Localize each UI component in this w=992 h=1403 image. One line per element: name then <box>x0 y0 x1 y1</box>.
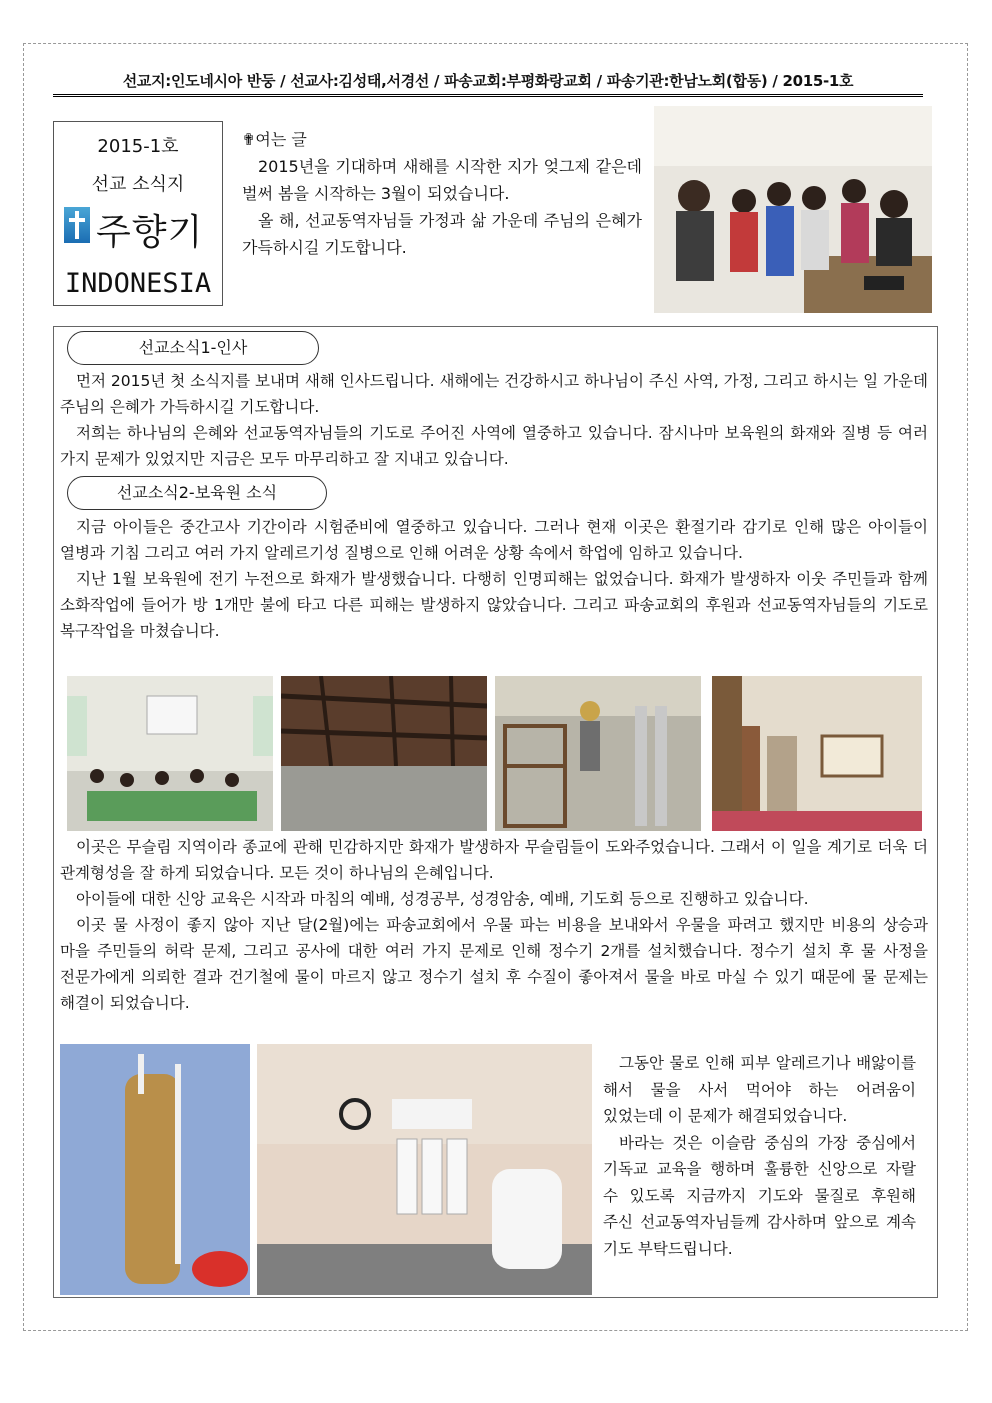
header-divider <box>53 94 923 97</box>
cross-logo-icon <box>64 207 90 243</box>
title-box <box>53 121 223 306</box>
intro-paragraph: 올 해, 선교동역자님들 가정과 삶 가운데 주님의 은혜가 가득하시길 기도합니다. <box>242 211 642 257</box>
intro-heading: ✟여는 글 <box>242 130 307 149</box>
section2-side-text <box>603 1050 916 1262</box>
section2-body-b <box>60 834 928 1016</box>
logo-text: 주향기 <box>96 212 204 253</box>
paragraph: 바라는 것은 이슬람 중심의 가장 중심에서 기독교 교육을 행하며 훌륭한 신앙으로 자랄 수 있도록 지금까지 기도와 물질로 후원해 주신 선교동역자님들께 감사하며 앞으로 계속 기도 부탁드립니다. <box>603 1133 916 1258</box>
paragraph: 지난 1월 보육원에 전기 누전으로 화재가 발생했습니다. 다행히 인명피해는 없었습니다. 화재가 발생하자 이웃 주민들과 함께 소화작업에 들어가 방 1개만 불에 타고 다른 피해는 발생하지 않았습니다. 그리고 파송교회의 후원과 선교동역자님들의 기도로 복구작업을 마쳤습니다. <box>60 570 928 640</box>
paragraph: 이곳은 무슬림 지역이라 종교에 관해 민감하지만 화재가 발생하자 무슬림들이 도와주었습니다. 그래서 이 일을 계기로 더욱 더 관계형성을 잘 하게 되었습니다. 모든 것이 하나님의 은혜입니다. <box>60 838 928 882</box>
section-title-greeting: 선교소식1-인사 <box>67 331 319 365</box>
intro-section <box>242 126 642 261</box>
paragraph: 먼저 2015년 첫 소식지를 보내며 새해 인사드립니다. 새해에는 건강하시고 하나님이 주신 사역, 가정, 그리고 하시는 일 가운데 주님의 은혜가 가득하시길 기도합니다. <box>60 372 928 416</box>
paragraph: 그동안 물로 인해 피부 알레르기나 배앓이를 해서 물을 사서 먹어야 하는 어려움이 있었는데 이 문제가 해결되었습니다. <box>603 1054 916 1125</box>
paragraph: 지금 아이들은 중간고사 기간이라 시험준비에 열중하고 있습니다. 그러나 현재 이곳은 환절기라 감기로 인해 많은 아이들이 열병과 기침 그리고 여러 가지 알레르기성 질병으로 인해 어려운 상황 속에서 학업에 임하고 있습니다. <box>60 518 928 562</box>
country-name: INDONESIA <box>64 268 212 299</box>
photo-water-filter-tank <box>60 1044 250 1295</box>
intro-paragraph: 2015년을 기대하며 새해를 시작한 지가 엊그제 같은데 벌써 봄을 시작하는 3월이 되었습니다. <box>242 157 642 203</box>
paragraph: 저희는 하나님의 은혜와 선교동역자님들의 기도로 주어진 사역에 열중하고 있습니다. 잠시나마 보육원의 화재와 질병 등 여러 가지 문제가 있었지만 지금은 모두 마무리하고 잘 지내고 있습니다. <box>60 424 928 468</box>
photo-water-purifier <box>257 1044 592 1295</box>
newsletter-logo <box>54 202 222 252</box>
section2-body-a <box>60 514 928 644</box>
newsletter-subtitle: 선교 소식지 <box>91 174 185 195</box>
newsletter-header: 선교지:인도네시아 반둥 / 선교사:김성태,서경선 / 파송교회:부평화랑교회 / 파송기관:한남노회(합동) / 2015-1호 <box>122 72 854 90</box>
paragraph: 아이들에 대한 신앙 교육은 시작과 마침의 예배, 성경공부, 성경암송, 예배, 기도회 등으로 진행하고 있습니다. <box>76 890 809 908</box>
group-photo-children <box>654 106 932 313</box>
section1-body <box>60 368 928 472</box>
issue-number: 2015-1호 <box>97 136 179 157</box>
section-title-orphanage: 선교소식2-보육원 소식 <box>67 476 327 510</box>
paragraph: 이곳 물 사정이 좋지 않아 지난 달(2월)에는 파송교회에서 우물 파는 비용을 보내와서 우물을 파려고 했지만 비용의 상승과 마을 주민들의 허락 문제, 그리고 공사에 대한 여러 가지 문제로 인해 정수기 2개를 설치했습니다. 정수기 설치 후 물 사정을 전문가에게 의뢰한 결과 건기철에 물이 마르지 않고 정수기 설치 후 수질이 좋아져서 물을 바로 마실 수 있기 때문에 물 문제는 해결이 되었습니다. <box>60 916 928 1012</box>
photo-restored-room <box>712 676 922 831</box>
photo-church-meeting <box>67 676 273 831</box>
photo-burned-roof <box>281 676 487 831</box>
photo-repair-work <box>495 676 701 831</box>
